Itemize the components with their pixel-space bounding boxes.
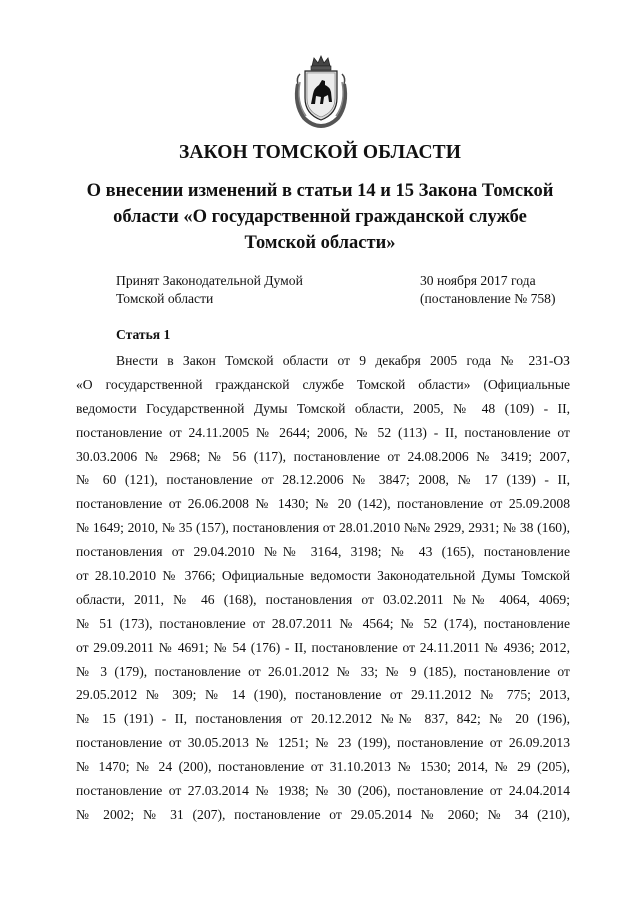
- body-text-line: области, 2011, № 46 (168), постановления от 03.02.2011 №№ 4064, 4069;: [76, 591, 570, 607]
- body-text-line: от 29.09.2011 № 4691; № 54 (176) - II, постановление от 24.11.2011 № 4936; 2012,: [76, 639, 570, 655]
- body-text-line: № 60 (121), постановление от 28.12.2006 № 3847; 2008, № 17 (139) - II,: [76, 472, 570, 488]
- body-text-line: № 15 (191) - II, постановления от 20.12.2012 №№ 837, 842; № 20 (196),: [76, 711, 570, 727]
- subtitle-line: области «О государственной гражданской службе: [113, 207, 527, 227]
- subtitle-line: Томской области»: [244, 233, 396, 253]
- body-text-line: «О государственной гражданской службе Томской области» (Официальные: [76, 376, 570, 392]
- body-text-line: № 1649; 2010, № 35 (157), постановления от 28.01.2010 №№ 2929, 2931; № 38 (160),: [76, 520, 570, 536]
- body-text-line: № 3 (179), постановление от 26.01.2012 № 33; № 9 (185), постановление от: [76, 663, 570, 679]
- body-text-line: постановление от 30.05.2013 № 1251; № 23 (199), постановление от 26.09.2013: [76, 735, 570, 751]
- body-text-line: Внести в Закон Томской области от 9 декабря 2005 года № 231-ОЗ: [116, 353, 570, 368]
- resolution-number: (постановление № 758): [420, 290, 556, 306]
- body-text-line: постановления от 29.04.2010 №№ 3164, 3198; № 43 (165), постановление: [76, 544, 570, 560]
- body-text-line: № 2002; № 31 (207), постановление от 29.05.2014 № 2060; № 34 (210),: [76, 806, 570, 822]
- body-text-line: ведомости Государственной Думы Томской области, 2005, № 48 (109) - II,: [76, 400, 570, 416]
- adopted-by: [116, 272, 303, 307]
- adoption-date: [420, 272, 556, 307]
- body-text-line: 30.03.2006 № 2968; № 56 (117), постановление от 24.08.2006 № 3419; 2007,: [76, 448, 570, 464]
- tomsk-oblast-coat-of-arms-icon: [290, 54, 352, 128]
- body-text-line: постановление от 26.06.2008 № 1430; № 20 (142), постановление от 25.09.2008: [76, 496, 570, 512]
- body-text-line: 29.05.2012 № 309; № 14 (190), постановление от 29.11.2012 № 775; 2013,: [76, 687, 570, 703]
- body-text-line: постановление от 27.03.2014 № 1938; № 30 (206), постановление от 24.04.2014: [76, 783, 570, 799]
- article-heading: Статья 1: [116, 327, 171, 342]
- body-text-line: от 28.10.2010 № 3766; Официальные ведомости Законодательной Думы Томской: [76, 568, 570, 584]
- body-text-line: постановление от 24.11.2005 № 2644; 2006, № 52 (113) - II, постановление от: [76, 424, 570, 440]
- adopted-by-line: Принят Законодательной Думой: [116, 273, 303, 288]
- body-text-line: № 1470; № 24 (200), постановление от 31.10.2013 № 1530; 2014, № 29 (205),: [76, 759, 570, 775]
- document-title: ЗАКОН ТОМСКОЙ ОБЛАСТИ: [178, 142, 462, 163]
- document-subtitle: [60, 178, 580, 256]
- adopted-by-line: Томской области: [116, 290, 214, 306]
- adoption-date-line: 30 ноября 2017 года: [420, 273, 536, 288]
- subtitle-line: О внесении изменений в статьи 14 и 15 Закона Томской: [86, 181, 554, 201]
- body-text-line: № 51 (173), постановление от 28.07.2011 № 4564; № 52 (174), постановление: [76, 615, 570, 631]
- article-body: [76, 349, 570, 827]
